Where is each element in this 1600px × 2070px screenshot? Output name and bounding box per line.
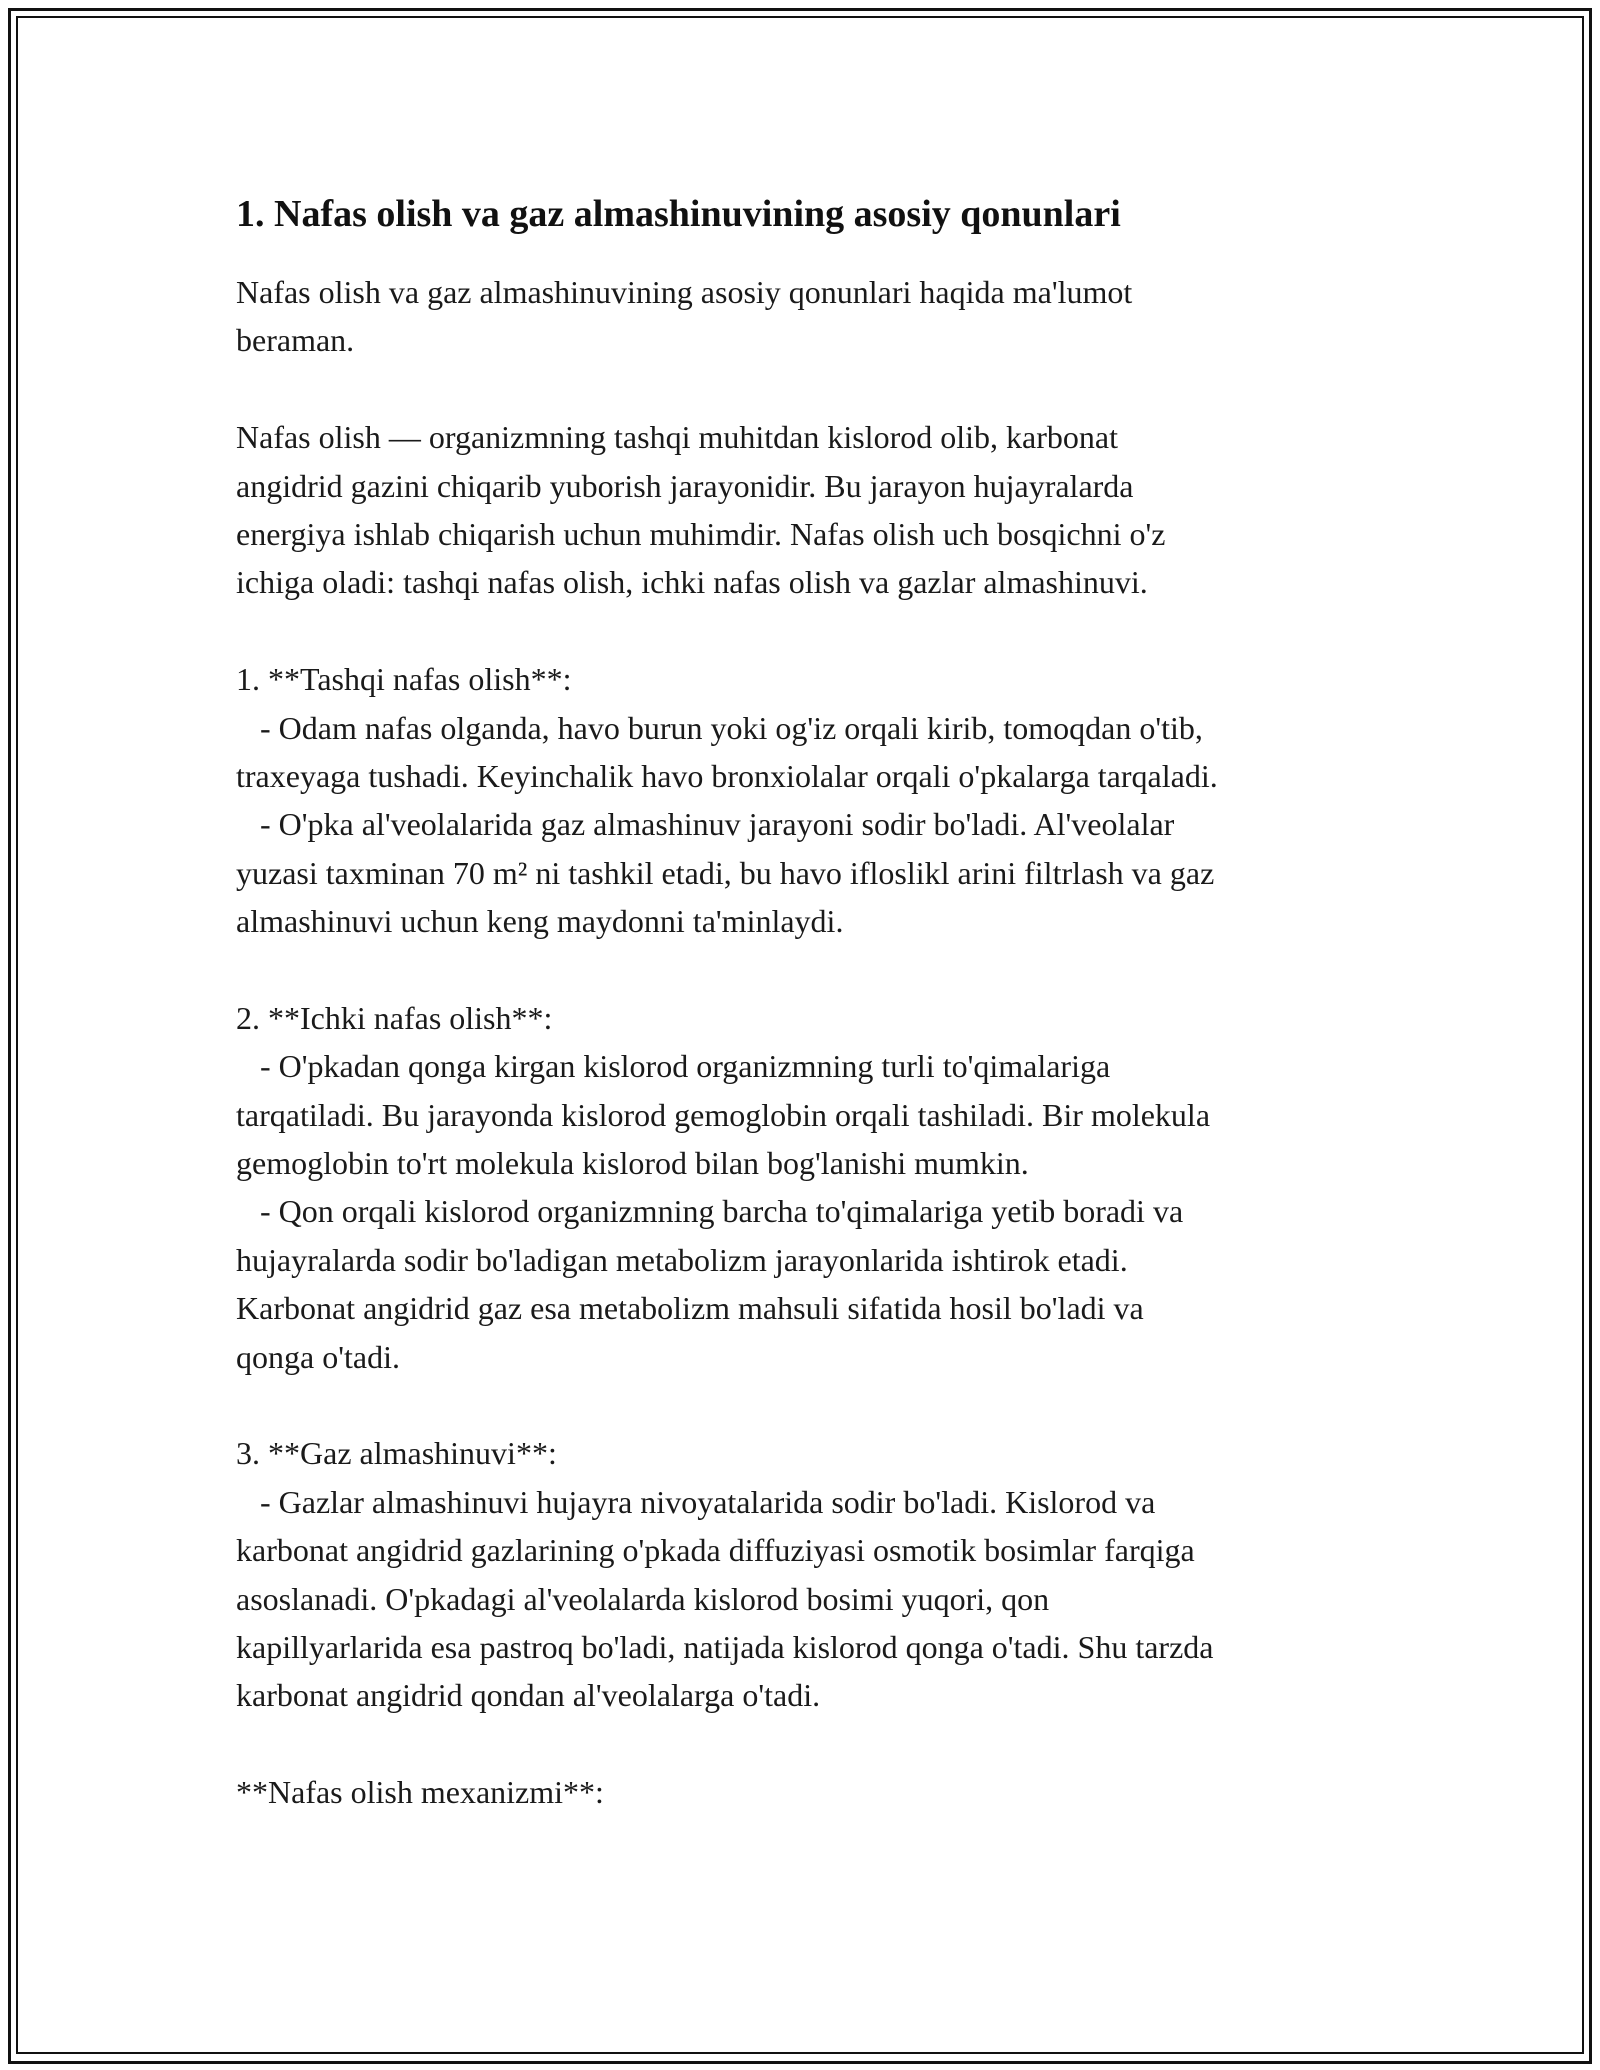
section-heading: 2. **Ichki nafas olish**: [236,999,553,1036]
blank-line [236,1381,1376,1429]
blank-line [236,945,1376,993]
list-item: - O'pka al'veolalarida gaz almashinuv jarayoni sodir bo'ladi. Al'veolalar [236,806,1175,843]
section-heading: 1. **Tashqi nafas olish**: [236,661,572,698]
text-line: kapillyarlarida esa pastroq bo'ladi, natijada kislorod qonga o'tadi. Shu tarzda [236,1628,1214,1665]
text-line: angidrid gazini chiqarib yuborish jarayonidir. Bu jarayon hujayralarda [236,467,1134,504]
text-line: energiya ishlab chiqarish uchun muhimdir. Nafas olish uch bosqichni o'z [236,515,1166,552]
text-line: qonga o'tadi. [236,1338,400,1375]
blank-line [236,365,1376,413]
text-line: Karbonat angidrid gaz esa metabolizm mahsuli sifatida hosil bo'ladi va [236,1290,1144,1327]
text-line: karbonat angidrid qondan al'veolalarga o'tadi. [236,1677,821,1714]
text-line: hujayralarda sodir bo'ladigan metabolizm jarayonlarida ishtirok etadi. [236,1241,1128,1278]
text-line: Nafas olish — organizmning tashqi muhitdan kislorod olib, karbonat [236,419,1118,456]
text-line: beraman. [236,322,355,359]
text-line: yuzasi taxminan 70 m² ni tashkil etadi, bu havo ifloslikl arini filtrlash va gaz [236,854,1215,891]
text-line: asoslanadi. O'pkadagi al'veolalarda kislorod bosimi yuqori, qon [236,1580,1050,1617]
text-line: Nafas olish va gaz almashinuvining asosiy qonunlari haqida ma'lumot [236,274,1133,310]
text-line: ichiga oladi: tashqi nafas olish, ichki nafas olish va gazlar almashinuvi. [236,564,1148,601]
document-title: 1. Nafas olish va gaz almashinuvining asosiy qonunlari [236,193,1121,235]
document-body [236,268,1376,1817]
section-heading: 3. **Gaz almashinuvi**: [236,1435,557,1472]
text-line: tarqatiladi. Bu jarayonda kislorod gemoglobin orqali tashiladi. Bir molekula [236,1096,1211,1133]
list-item: - Odam nafas olganda, havo burun yoki og'iz orqali kirib, tomoqdan o'tib, [236,709,1203,746]
list-item: - Gazlar almashinuvi hujayra nivoyatalarida sodir bo'ladi. Kislorod va [236,1483,1156,1520]
section-heading: **Nafas olish mexanizmi**: [236,1774,604,1811]
blank-line [236,1720,1376,1768]
text-line: karbonat angidrid gazlarining o'pkada diffuziyasi osmotik bosimlar farqiga [236,1532,1195,1569]
blank-line [236,607,1376,655]
text-line: traxeyaga tushadi. Keyinchalik havo bronxiolalar orqali o'pkalarga tarqaladi. [236,757,1218,794]
text-line: gemoglobin to'rt molekula kislorod bilan bog'lanishi mumkin. [236,1145,1029,1182]
list-item: - O'pkadan qonga kirgan kislorod organizmning turli to'qimalariga [236,1048,1111,1085]
text-line: almashinuvi uchun keng maydonni ta'minlaydi. [236,903,844,940]
list-item: - Qon orqali kislorod organizmning barcha to'qimalariga yetib boradi va [236,1193,1184,1230]
document-page [236,186,1376,1817]
